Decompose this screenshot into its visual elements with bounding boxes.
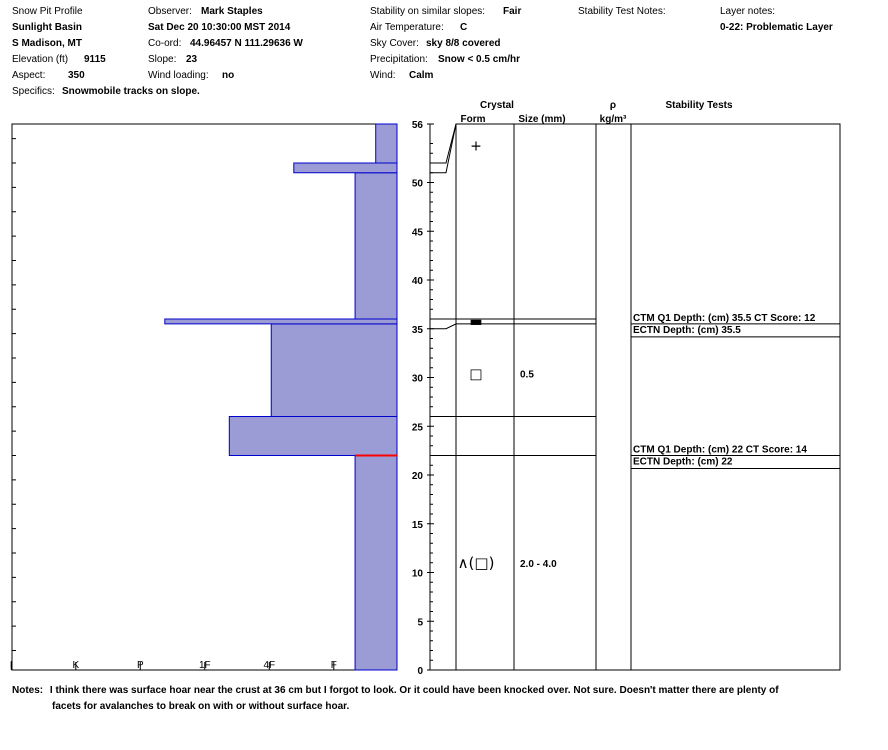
crystal-size: 2.0 - 4.0	[520, 558, 557, 570]
height-tick-label: 0	[417, 666, 423, 677]
height-tick-label: 25	[411, 422, 423, 434]
height-tick-label: 30	[411, 373, 423, 385]
hardness-tick-label: K	[72, 660, 80, 671]
crystal-size: 0.5	[520, 369, 534, 381]
layer-bar	[355, 173, 397, 319]
stability-test-text: ECTN Depth: (cm) 35.5	[633, 324, 741, 336]
specifics-label: Specifics:	[12, 86, 55, 97]
stability-value: Fair	[503, 6, 522, 17]
layer-bar	[229, 417, 397, 456]
height-tick-label: 15	[411, 519, 423, 531]
wind-value: Calm	[409, 70, 434, 81]
region: S Madison, MT	[12, 38, 82, 49]
layer-bar	[165, 319, 397, 324]
hardness-tick-label: 4F	[263, 660, 276, 671]
crystal-form-symbol: ▬	[469, 313, 483, 330]
crystal-form-symbol: ∧(□)	[457, 553, 495, 572]
layer-boundary	[430, 324, 596, 329]
aspect-label: Aspect:	[12, 70, 46, 81]
crystal-header: Crystal	[480, 100, 514, 111]
size-header: Size (mm)	[518, 114, 566, 125]
notes-line-2: facets for avalanches to break on with or without surface hoar.	[52, 701, 350, 712]
height-tick-label: 45	[411, 227, 423, 239]
density-unit-header: kg/m³	[599, 114, 627, 125]
coord-value: 44.96457 N 111.29636 W	[190, 38, 303, 49]
crystal-form-symbol: □	[469, 366, 483, 383]
air-temp-label: Air Temperature:	[370, 22, 444, 33]
coord-label: Co-ord:	[148, 38, 182, 49]
notes-line-1: I think there was surface hoar near the crust at 36 cm but I forgot to look. Or it could have been knocked over. Not sure. Doesn't matter there are plenty of	[49, 685, 779, 696]
slope-value: 23	[186, 54, 198, 65]
rho-header: ρ	[609, 100, 617, 111]
crystal-form-symbol: +	[470, 138, 482, 155]
layer-boundary	[430, 124, 596, 173]
wind-loading-value: no	[222, 70, 235, 81]
height-tick-label: 50	[411, 178, 423, 190]
stability-test-text: ECTN Depth: (cm) 22	[633, 456, 733, 468]
layer-bar	[355, 456, 397, 671]
air-temp-value: C	[460, 22, 468, 33]
precip-label: Precipitation:	[370, 54, 428, 65]
notes-block	[12, 683, 872, 715]
elevation-label: Elevation (ft)	[12, 54, 69, 65]
slope-label: Slope:	[148, 54, 177, 65]
specifics-value: Snowmobile tracks on slope.	[62, 86, 200, 97]
stability-tests-header: Stability Tests	[665, 100, 733, 111]
layer-bar	[294, 163, 397, 173]
height-tick-label: 56	[411, 120, 423, 131]
wind-loading-label: Wind loading:	[148, 70, 209, 81]
sky-label: Sky Cover:	[370, 38, 419, 49]
height-tick-label: 20	[411, 471, 423, 482]
layer-bar	[271, 324, 397, 417]
hardness-tick-label: P	[136, 660, 144, 671]
test-notes-label: Stability Test Notes:	[578, 6, 666, 17]
height-tick-label: 35	[411, 324, 423, 336]
location: Sunlight Basin	[12, 22, 82, 33]
layer-notes-label: Layer notes:	[720, 6, 776, 17]
stability-test-text: CTM Q1 Depth: (cm) 35.5 CT Score: 12	[633, 312, 816, 324]
height-tick-label: 10	[411, 568, 423, 580]
notes-label: Notes:	[12, 685, 44, 696]
observer-value: Mark Staples	[201, 6, 263, 17]
stability-label: Stability on similar slopes:	[370, 6, 486, 17]
observer-label: Observer:	[148, 6, 192, 17]
wind-label: Wind:	[370, 70, 396, 81]
height-tick-label: 5	[417, 617, 423, 629]
layer-note: 0-22: Problematic Layer	[720, 22, 833, 33]
hardness-tick-label: 1F	[198, 660, 211, 671]
elevation-value: 9115	[84, 54, 106, 65]
layer-bar	[376, 124, 397, 163]
precip-value: Snow < 0.5 cm/hr	[438, 54, 520, 65]
page-title: Snow Pit Profile	[12, 6, 83, 17]
stability-test-text: CTM Q1 Depth: (cm) 22 CT Score: 14	[633, 444, 807, 456]
hardness-tick-label: F	[330, 660, 337, 671]
sky-value: sky 8/8 covered	[426, 38, 501, 49]
height-tick-label: 40	[411, 276, 423, 287]
datetime: Sat Dec 20 10:30:00 MST 2014	[148, 22, 291, 33]
aspect-value: 350	[68, 70, 85, 81]
form-header: Form	[460, 114, 486, 125]
hardness-tick-label: I	[9, 660, 13, 671]
